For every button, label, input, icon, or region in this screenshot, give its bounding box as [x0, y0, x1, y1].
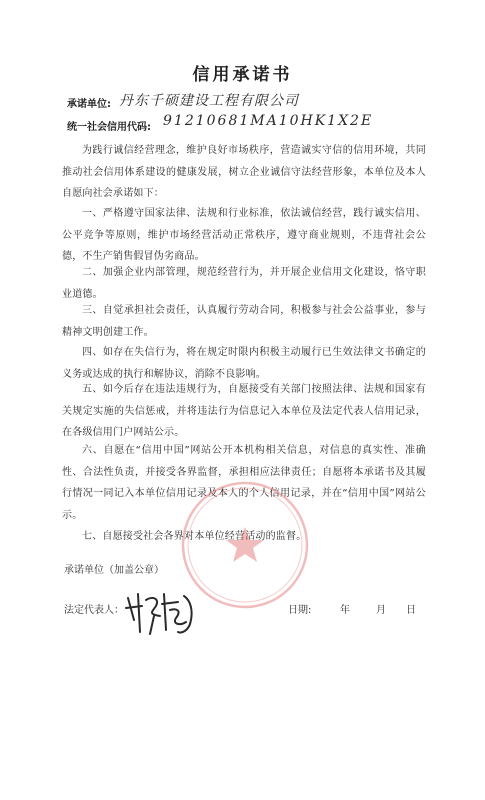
- clause-7: 七、自愿接受社会各界对本单位经营活动的监督。: [82, 531, 307, 542]
- month-label: 月: [376, 605, 386, 616]
- clause-3: 三、自觉承担社会责任，认真履行劳动合同，积极参与社会公益事业，参与精神文明创建工作。: [62, 305, 426, 338]
- clause-2: 二、加强企业内部管理，规范经营行为，并开展企业信用文化建设，恪守职业道德。: [62, 267, 426, 300]
- intro-paragraph: 为践行诚信经营理念，维护良好市场秩序，营造诚实守信的信用环境，共同推动社会信用体系建设的健康发展，树立企业诚信守法经营形象，本单位及本人自愿向社会承诺如下：: [62, 145, 426, 199]
- year-label: 年: [340, 605, 350, 616]
- clause-5: 五、如今后存在违法违规行为，自愿接受有关部门按照法律、法规和国家有关规定实施的失信惩戒，并将违法行为信息记入本单位及法定代表人信用记录，在各级信用门户网站公示。: [62, 384, 426, 438]
- credit-code-value: 91210681MA10HK1X2E: [163, 113, 374, 129]
- day-label: 日: [406, 605, 416, 616]
- legal-representative-label: 法定代表人：: [64, 605, 124, 616]
- commitment-unit-label: 承诺单位:: [67, 99, 111, 110]
- seal-unit-label: 承诺单位（加盖公章）: [64, 565, 164, 576]
- credit-code-label: 统一社会信用代码:: [67, 122, 151, 133]
- commitment-unit-name: 丹东千硕建设工程有限公司: [119, 93, 299, 109]
- clause-1: 一、严格遵守国家法律、法规和行业标准，依法诚信经营，践行诚实信用、公平竞争等原则，维护市场经营活动正常秩序，遵守商业规则，不违背社会公德，不生产销售假冒伪劣商品。: [62, 208, 426, 262]
- legal-representative-signature: [120, 580, 210, 640]
- clause-4: 四、如存在失信行为，将在规定时限内积极主动履行已生效法律文书确定的义务或达成的执行和解协议，消除不良影响。: [62, 347, 426, 380]
- credit-code-row: [67, 113, 374, 133]
- document-title: 信用承诺书: [192, 65, 293, 85]
- clause-6: 六、自愿在“信用中国”网站公开本机构相关信息，对信息的真实性、准确性、合法性负责，并接受各界监督，承担相应法律责任；自愿将本承诺书及其履行情况一同记入本单位信用记录及本人的个人信用记录，并在“信用中国”网站公示。: [62, 445, 426, 521]
- date-label: 日期:: [288, 605, 312, 616]
- commitment-unit-row: [67, 93, 299, 110]
